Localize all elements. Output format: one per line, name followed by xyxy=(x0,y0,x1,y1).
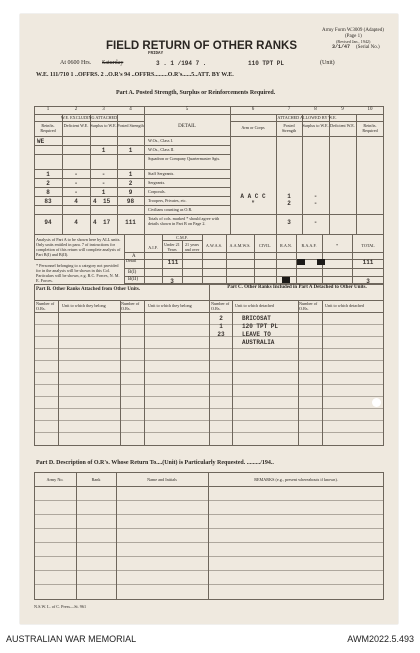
col-number: 9 xyxy=(341,107,344,112)
part-d-col: REMARKS (e.g., present whereabouts if known). xyxy=(254,477,338,482)
col-header: Deficient W.E. xyxy=(63,123,89,128)
cell-value: 1 xyxy=(101,147,106,154)
page-number: (Page 1) xyxy=(345,34,362,39)
cell-value: 4 xyxy=(93,219,97,226)
detail-label: Sergeants. xyxy=(148,180,166,185)
cell-value: 2 xyxy=(128,180,133,187)
cell-value: 1 xyxy=(46,171,50,178)
cell-value: 98 xyxy=(126,198,135,205)
we-mark: WE xyxy=(37,138,45,145)
analysis-col: R.A.A.F. xyxy=(301,243,317,248)
attached-surplus: - xyxy=(313,193,318,200)
part-c-col: Number of O.Rs. xyxy=(299,301,318,311)
cell-value: 4 xyxy=(74,198,78,205)
col-header: Reinfts. Required xyxy=(40,123,56,133)
analysis-detail-label: Detail xyxy=(126,258,137,263)
analysis-col: Under 21 Years xyxy=(164,242,180,252)
col-number: 1 xyxy=(46,107,50,112)
detail-label: W.Os., Class II. xyxy=(148,147,175,152)
analysis-note: Analysis of Part A to be shown here by ALL units. Only units entitled in para. 7 of instructions for completion of this return will complete analysis of Part B(I) and B(II). xyxy=(36,237,121,257)
day-printed: Saturday xyxy=(102,60,124,66)
cmf-header: C.M.F. xyxy=(176,235,188,240)
part-c-col: Unit to which detached xyxy=(235,303,274,308)
analysis-a-total: 111 xyxy=(362,259,374,266)
part-c-col: Unit to which detached xyxy=(325,303,364,308)
revised-note: (Revised Jan., 1942) xyxy=(336,39,371,44)
analysis-col: A.I.F. xyxy=(148,245,158,250)
col-number: 3 xyxy=(102,107,105,112)
cell-value: 1 xyxy=(128,147,133,154)
we-line: W.E. 111/710 1 ..OFFRS. 2 ..O.R's 94 ..OFFRS.........O.R's......5..ATT. BY W.E. xyxy=(36,72,234,78)
part-c-title: Part C. Other Ranks Included in Part A Detached to Other Units. xyxy=(227,285,367,290)
footer-id: AWM2022.5.493 xyxy=(347,634,414,644)
cell-value: - xyxy=(74,180,78,187)
cell-value: - xyxy=(74,171,78,178)
col-number: 6 xyxy=(251,107,255,112)
col-number: 4 xyxy=(129,107,132,112)
part-b-col: Number of O.Rs. xyxy=(36,301,55,311)
footer-credit: AUSTRALIAN WAR MEMORIAL xyxy=(6,634,137,644)
col-header: Posted Strength xyxy=(117,123,144,128)
redaction-mark xyxy=(282,277,290,283)
day-typed: FRIDAY xyxy=(148,52,164,56)
part-b-title: Part B. Other Ranks Attached from Other Units. xyxy=(36,287,141,292)
part-d-title: Part D. Description of O.R's. Whose Return To....(Unit) is Particularly Requested. ........./194.. xyxy=(36,460,274,466)
detail-label: Squadron or Company Quartermaster Sgts. xyxy=(148,156,221,161)
cell-value: 4 xyxy=(74,219,78,226)
analysis-b2-total: 3 xyxy=(366,278,370,285)
attached-posted: 1 xyxy=(287,193,291,200)
cell-value: - xyxy=(101,180,106,187)
serial-label: (Serial No.) xyxy=(356,45,380,50)
group-header-attached: ATTACHED ALLOWED BY W.E. xyxy=(277,115,337,120)
cell-value: 83 xyxy=(44,198,52,205)
cell-value: 15 xyxy=(103,198,111,205)
analysis-row-label: B(II) xyxy=(128,277,138,282)
analysis-b2-aif: 3 xyxy=(170,278,174,285)
part-d-table xyxy=(34,472,384,600)
col-header: Posted Strength xyxy=(281,123,297,133)
detail-label: Totals of cols. marked * should agree with details shown in Part B on Page 2. xyxy=(148,216,220,226)
redaction-mark xyxy=(297,259,305,265)
col-number: 7 xyxy=(287,107,291,112)
punch-hole xyxy=(372,398,381,407)
attached-posted: 2 xyxy=(287,200,291,207)
arm-corps: A A C C xyxy=(240,193,266,200)
analysis-a-aif: 111 xyxy=(167,259,179,266)
detail-label: Troopers, Privates, etc. xyxy=(148,198,187,203)
attached-total: 3 xyxy=(287,219,291,226)
detail-label: Corporals. xyxy=(148,189,166,194)
col-header: Surplus to W.E. xyxy=(90,123,117,128)
printer-note: N.S.W. L. of C. Press—St. 961 xyxy=(34,604,87,609)
group-header-we: W.E. EXCLUDING ATTACHED xyxy=(60,115,118,120)
analysis-row-label: A xyxy=(132,254,136,259)
part-c-number: 2 xyxy=(219,315,223,322)
part-c-unit: BRICOSAT xyxy=(242,315,271,322)
detail-label: Staff Sergeants. xyxy=(148,171,175,176)
part-d-col: Rank xyxy=(91,477,101,482)
analysis-col: R.A.N. xyxy=(280,243,292,248)
cell-value: 9 xyxy=(128,189,133,196)
cell-value: 111 xyxy=(125,219,136,226)
detail-label: W.Os., Class I. xyxy=(148,138,173,143)
col-number: 2 xyxy=(74,107,78,112)
cell-value: 8 xyxy=(46,189,50,196)
part-c-unit: AUSTRALIA xyxy=(242,339,275,346)
analysis-col: A.W.A.S. xyxy=(205,243,223,248)
part-c-unit: LEAVE TO xyxy=(242,331,271,338)
part-d-col: Name and Initials xyxy=(147,477,177,482)
col-number: 10 xyxy=(367,107,373,112)
part-c-col: Number of O.Rs. xyxy=(211,301,230,311)
cell-value: 17 xyxy=(103,219,111,226)
col-header: DETAIL xyxy=(178,124,196,129)
col-header: Reinfts. Required xyxy=(362,123,378,133)
part-b-col: Number of O.Rs. xyxy=(121,301,140,311)
cell-value: - xyxy=(101,171,106,178)
cell-value: 94 xyxy=(44,219,52,226)
col-header: Arm or Corps xyxy=(241,125,265,130)
unit-name: 110 TPT PL xyxy=(248,60,285,67)
analysis-col: A.A.M.W.S. xyxy=(229,243,251,248)
part-c-number: 1 xyxy=(219,323,223,330)
part-d-col: Army No. xyxy=(46,477,64,482)
redaction-mark xyxy=(317,259,325,265)
analysis-note-2: * Personnel belonging to a category not provided for in the analysis will be shown in this Col. Particulars will be shown, e.g. R.C. Forces, N. M. E. Forces. xyxy=(36,263,120,283)
cell-value: - xyxy=(74,189,78,196)
form-title: FIELD RETURN OF OTHER RANKS xyxy=(106,40,298,52)
cell-value: 1 xyxy=(128,171,133,178)
analysis-col: * xyxy=(335,243,339,248)
detail-label: Civilians counting as O.R. xyxy=(148,207,193,212)
analysis-col: TOTAL xyxy=(361,243,375,248)
part-b-col: Unit to which they belong xyxy=(148,303,192,308)
col-number: 5 xyxy=(185,107,189,112)
return-date: 3 . 1 /194 7 . xyxy=(156,60,207,67)
cell-value: 1 xyxy=(101,189,106,196)
analysis-col: CIVIL. xyxy=(258,243,272,248)
part-a-title: Part A. Posted Strength, Surplus or Reinforcements Required. xyxy=(116,90,276,96)
attached-surplus: - xyxy=(313,200,318,207)
col-header: Surplus to W.E. xyxy=(302,123,329,128)
cell-value: 2 xyxy=(46,180,50,187)
part-b-col: Unit to which they belong xyxy=(62,303,106,308)
at-hours-label: At 0600 Hrs. xyxy=(60,60,92,66)
cell-value: 4 xyxy=(93,198,97,205)
analysis-row-label: B(I) xyxy=(128,270,137,275)
part-c-number: 23 xyxy=(217,331,225,338)
attached-total-surplus: - xyxy=(313,219,318,226)
analysis-col: 21 years and over xyxy=(184,242,200,252)
unit-label: (Unit) xyxy=(320,60,335,66)
army-form-number: Army Form W.3009 (Adapted) xyxy=(322,28,384,33)
serial-date: 3/1/47 xyxy=(332,44,351,50)
col-header: Deficient W.E. xyxy=(330,123,355,128)
form-sheet xyxy=(20,14,398,624)
col-number: 8 xyxy=(314,107,317,112)
part-c-unit: 120 TPT PL xyxy=(242,323,279,330)
arm-corps-ditto: " xyxy=(251,200,255,207)
